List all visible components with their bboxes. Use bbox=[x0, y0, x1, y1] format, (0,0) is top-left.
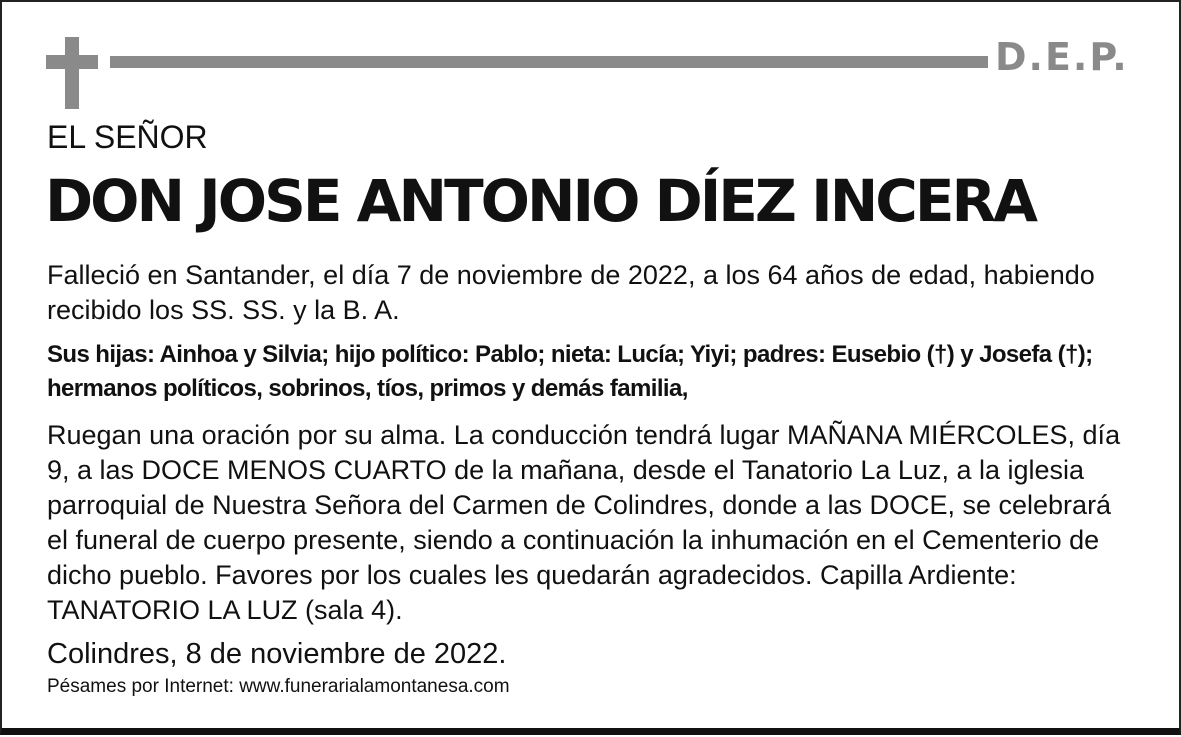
family-list: Sus hijas: Ainhoa y Silvia; hijo político: Pablo; nieta: Lucía; Yiyi; padres: Eusebio (†) y Josefa (†); hermanos políticos, sobrinos, tíos, primos y demás familia, bbox=[47, 341, 1093, 402]
header-rule bbox=[110, 56, 988, 68]
death-info: Falleció en Santander, el día 7 de noviembre de 2022, a los 64 años de edad, habiendo recibido los SS. SS. y la B. A. bbox=[47, 260, 1095, 325]
deceased-name: DON JOSE ANTONIO DÍEZ INCERA bbox=[45, 167, 1036, 235]
condolences-line: Pésames por Internet: www.funerarialamontanesa.com bbox=[47, 676, 510, 697]
place-date: Colindres, 8 de noviembre de 2022. bbox=[47, 638, 507, 670]
dep-label: D.E.P. bbox=[995, 35, 1129, 79]
service-details: Ruegan una oración por su alma. La conducción tendrá lugar MAÑANA MIÉRCOLES, día 9, a las DOCE MENOS CUARTO de la mañana, desde el Tanatorio La Luz, a la iglesia parroquial de Nuestra Señora del Carmen de Colindres, donde a las DOCE, se celebrará el funeral de cuerpo presente, siendo a continuación la inhumación en el Cementerio de dicho pueblo. Favores por los cuales les quedarán agradecidos. Capilla Ardiente: TANATORIO LA LUZ (sala 4). bbox=[47, 420, 1121, 625]
cross-icon bbox=[46, 37, 98, 109]
honorific: EL SEÑOR bbox=[47, 119, 208, 155]
